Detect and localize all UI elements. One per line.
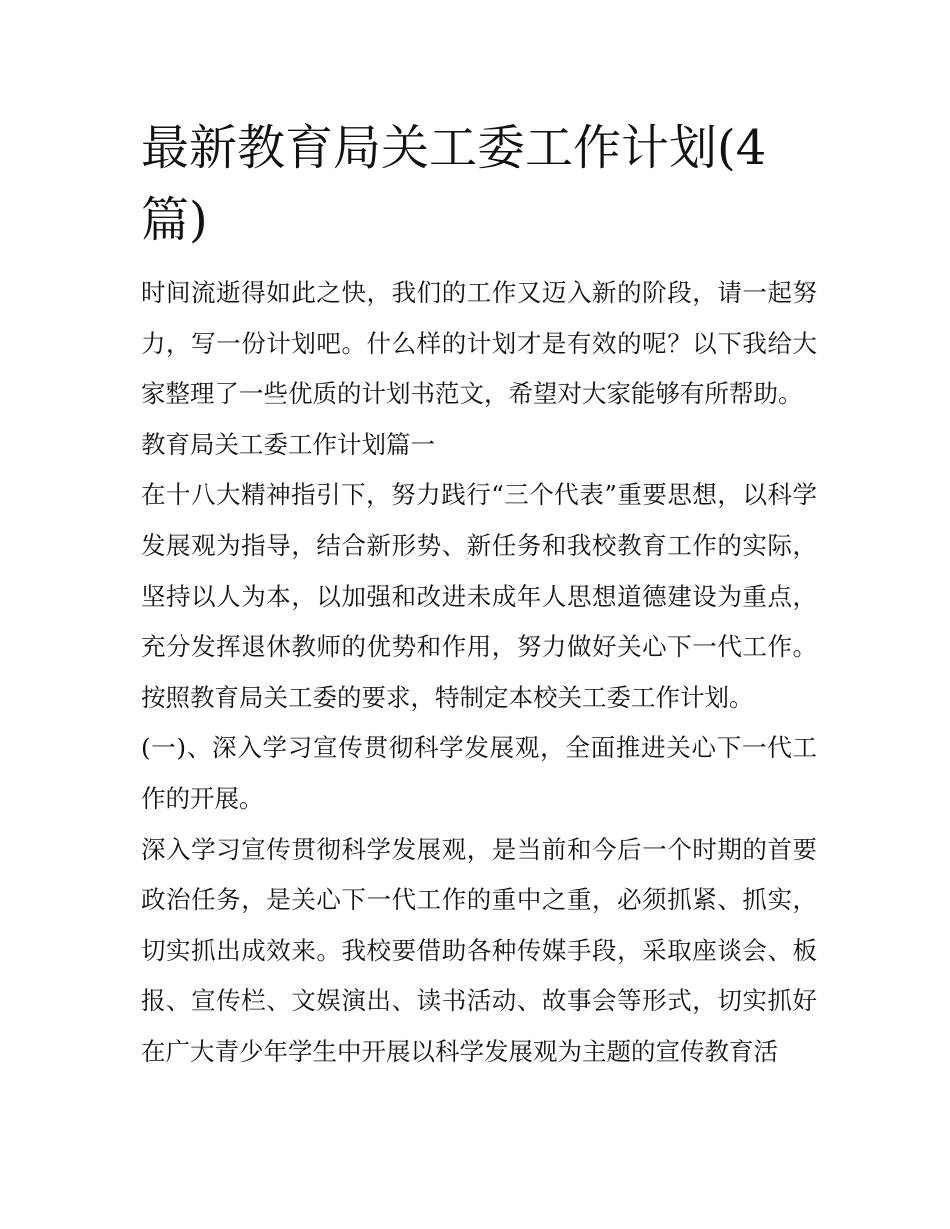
document-content: [141, 112, 817, 1078]
paragraph-item-one-body: 深入学习宣传贯彻科学发展观，是当前和今后一个时期的首要政治任务，是关心下一代工作的重中之重，必须抓紧、抓实，切实抓出成效来。我校要借助各种传媒手段，采取座谈会、板报、宣传栏、文娱演出、读书活动、故事会等形式，切实抓好在广大青少年学生中开展以科学发展观为主题的宣传教育活: [141, 834, 817, 1066]
document-title: 最新教育局关工委工作计划(4篇): [141, 120, 767, 248]
paragraph-intro: 时间流逝得如此之快，我们的工作又迈入新的阶段，请一起努力，写一份计划吧。什么样的计划才是有效的呢？以下我给大家整理了一些优质的计划书范文，希望对大家能够有所帮助。: [141, 278, 817, 409]
section-heading: 教育局关工委工作计划篇一: [141, 429, 435, 459]
paragraph-item-one-heading: (一)、深入学习宣传贯彻科学发展观，全面推进关心下一代工作的开展。: [141, 733, 817, 813]
paragraph-guiding-principle: 在十八大精神指引下，努力践行“三个代表”重要思想，以科学发展观为指导，结合新形势、新任务和我校教育工作的实际，坚持以人为本，以加强和改进未成年人思想道德建设为重点，充分发挥退休教师的优势和作用，努力做好关心下一代工作。按照教育局关工委的要求，特制定本校关工委工作计划。: [141, 480, 817, 712]
document-body: [141, 268, 817, 1078]
